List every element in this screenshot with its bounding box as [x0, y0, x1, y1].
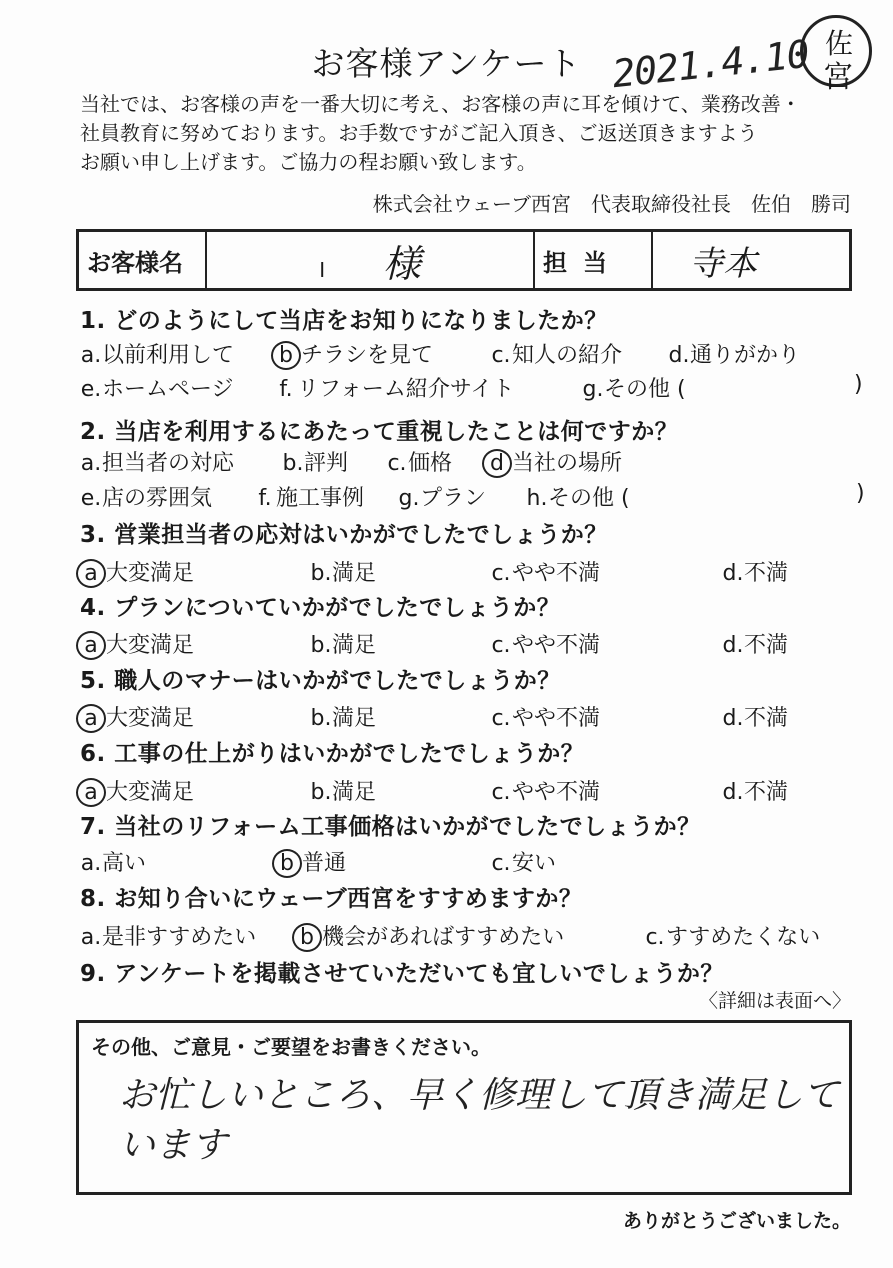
option-label: やや不満 [512, 561, 601, 586]
option-label: ホームページ [102, 377, 234, 402]
option-label: 満足 [332, 633, 377, 658]
option-label: 当社の場所 [512, 451, 623, 476]
option-letter: d [482, 449, 512, 478]
option-label: その他 ( [548, 486, 630, 511]
option-letter: d. [668, 343, 690, 368]
option-label: 安い [512, 851, 557, 876]
option-letter: d. [722, 561, 744, 586]
question-1-options [80, 372, 863, 402]
option-item-selected[interactable] [276, 846, 346, 878]
option-letter: b [271, 341, 301, 370]
option-letter: b [272, 849, 302, 878]
option-item[interactable] [310, 628, 376, 659]
option-item-selected[interactable] [80, 701, 194, 733]
option-item[interactable] [722, 701, 788, 732]
question-2-options [80, 446, 850, 476]
option-letter: a [76, 559, 106, 588]
question-5-options [80, 701, 850, 731]
customer-initial: I [319, 257, 326, 282]
question-4: 4. プランについていかがでしたでしょうか？ [80, 595, 561, 621]
option-label: 大変満足 [106, 780, 195, 805]
option-letter: b. [310, 780, 332, 805]
option-letter: e. [80, 377, 102, 402]
option-letter: c. [491, 851, 511, 876]
option-letter: b. [310, 706, 332, 731]
intro-line: お願い申し上げます。ご協力の程お願い致します。 [80, 150, 537, 174]
option-label: 満足 [332, 706, 377, 731]
option-label: 満足 [332, 780, 377, 805]
option-item[interactable] [282, 446, 348, 477]
question-1: 1. どのようにして当店をお知りになりましたか？ [80, 308, 608, 334]
option-item[interactable] [644, 920, 820, 951]
customer-name-label: お客様名 [78, 231, 207, 290]
option-label: 普通 [302, 851, 347, 876]
option-item[interactable] [490, 556, 600, 587]
option-item[interactable] [582, 372, 686, 403]
option-letter: a. [80, 925, 102, 950]
staff-name-field[interactable]: 寺本 [652, 231, 851, 290]
option-item[interactable] [526, 481, 630, 512]
option-item[interactable] [490, 846, 556, 877]
option-letter: c. [491, 561, 511, 586]
option-label: 高い [102, 851, 147, 876]
option-item-selected[interactable] [80, 556, 194, 588]
option-label: 不満 [744, 706, 789, 731]
option-label: 価格 [408, 451, 453, 476]
option-letter: c. [491, 343, 511, 368]
option-item-selected[interactable] [275, 338, 433, 370]
question-9: 9. アンケートを掲載させていただいても宜しいでしょうか？ [80, 961, 724, 987]
customer-info-table [76, 229, 852, 291]
option-letter: c. [645, 925, 665, 950]
customer-name-field[interactable] [206, 231, 534, 290]
option-item[interactable] [490, 628, 600, 659]
option-item[interactable] [80, 338, 234, 369]
option-label: 店の雰囲気 [102, 486, 213, 511]
option-letter: c. [387, 451, 407, 476]
option-item-selected[interactable] [296, 920, 564, 952]
option-label: プラン [420, 486, 487, 511]
option-label: 通りがかり [690, 343, 801, 368]
question-6: 6. 工事の仕上がりはいかがでしたでしょうか？ [80, 741, 585, 767]
question-7: 7. 当社のリフォーム工事価格はいかがでしたでしょうか？ [80, 814, 701, 840]
seal-stamp [800, 15, 872, 95]
option-label: 是非すすめたい [102, 925, 257, 950]
thanks-text: ありがとうございました。 [622, 1210, 851, 1232]
question-1-options [80, 338, 850, 368]
comment-box[interactable] [76, 1020, 852, 1195]
option-letter: e. [80, 486, 102, 511]
comment-label: その他、ご意見・ご要望をお書きください。 [91, 1035, 491, 1059]
option-label: 不満 [744, 633, 789, 658]
option-letter: f. [258, 486, 272, 511]
option-letter: a [76, 704, 106, 733]
option-letter: b. [310, 561, 332, 586]
option-letter: a [76, 631, 106, 660]
option-item[interactable] [254, 481, 364, 512]
option-label: 大変満足 [106, 706, 195, 731]
option-letter: a. [80, 343, 102, 368]
option-letter: f. [279, 377, 293, 402]
option-letter: a [76, 778, 106, 807]
stamp-char-top: 佐 [825, 27, 854, 60]
detail-note: 〈詳細は表面へ〉 [698, 990, 851, 1012]
option-label: やや不満 [512, 706, 601, 731]
company-signature: 株式会社ウェーブ西宮 代表取締役社長 佐伯 勝司 [372, 192, 851, 216]
option-item-selected[interactable] [80, 628, 194, 660]
option-label: チラシを見て [301, 343, 434, 368]
question-2-options [80, 481, 865, 511]
option-label: リフォーム紹介サイト [297, 377, 515, 402]
option-item[interactable] [834, 481, 865, 506]
option-letter: a. [80, 851, 102, 876]
stamp-char-bottom: 宮 [823, 60, 853, 95]
option-label: その他 ( [604, 377, 686, 402]
option-letter: g. [582, 377, 604, 402]
option-item[interactable] [668, 338, 800, 369]
option-letter: d. [722, 633, 744, 658]
option-label: 知人の紹介 [512, 343, 623, 368]
intro-line: 社員教育に努めております。お手数ですがご記入頂き、ご返送頂きますよう [80, 121, 758, 145]
option-label: 不満 [744, 561, 789, 586]
question-3: 3. 営業担当者の応対はいかがでしたでしょうか？ [80, 522, 608, 548]
option-item[interactable] [722, 775, 788, 806]
option-letter: c. [491, 780, 511, 805]
option-item[interactable] [310, 701, 376, 732]
option-item[interactable] [490, 775, 600, 806]
intro-line: 当社では、お客様の声を一番大切に考え、お客様の声に耳を傾けて、業務改善・ [80, 92, 801, 116]
question-3-options [80, 556, 850, 586]
option-item[interactable] [386, 446, 452, 477]
option-label: 不満 [744, 780, 789, 805]
staff-label: 担当 [534, 231, 652, 290]
option-item[interactable] [722, 628, 788, 659]
option-label: 大変満足 [106, 561, 195, 586]
option-item[interactable] [80, 481, 212, 512]
option-label: 評判 [304, 451, 349, 476]
question-2: 2. 当店を利用するにあたって重視したことは何ですか？ [80, 419, 679, 445]
option-letter: b. [310, 633, 332, 658]
question-4-options [80, 628, 850, 658]
option-item[interactable] [490, 701, 600, 732]
option-item-selected[interactable] [486, 446, 622, 478]
question-8-options [80, 920, 850, 950]
option-item[interactable] [310, 556, 376, 587]
option-letter: c. [491, 633, 511, 658]
question-7-options [80, 846, 850, 876]
option-letter: b [292, 923, 322, 952]
option-label: 以前利用して [102, 343, 235, 368]
option-letter: g. [398, 486, 420, 511]
option-item[interactable] [398, 481, 486, 512]
option-letter: d. [722, 706, 744, 731]
page-title: お客様アンケート [311, 44, 582, 83]
question-8: 8. お知り合いにウェーブ西宮をすすめますか？ [80, 886, 583, 912]
option-item[interactable] [80, 846, 146, 877]
option-label: ) [854, 372, 863, 397]
option-letter: d. [722, 780, 744, 805]
customer-honorific: 様 [382, 241, 421, 286]
option-label: ) [856, 481, 865, 506]
option-item[interactable] [80, 446, 234, 477]
option-item[interactable] [722, 556, 788, 587]
question-5: 5. 職人のマナーはいかがでしたでしょうか？ [80, 668, 561, 694]
option-label: すすめたくない [666, 925, 821, 950]
intro-text [80, 90, 801, 177]
option-label: 担当者の対応 [102, 451, 235, 476]
question-6-options [80, 775, 850, 805]
option-item[interactable] [275, 372, 514, 403]
option-label: やや不満 [512, 780, 601, 805]
option-item-selected[interactable] [80, 775, 194, 807]
option-item[interactable] [832, 372, 863, 397]
option-label: 機会があればすすめたい [322, 925, 565, 950]
option-letter: a. [80, 451, 102, 476]
option-label: やや不満 [512, 633, 601, 658]
handwritten-date: 2021.4.10 [610, 31, 811, 97]
option-item[interactable] [80, 372, 234, 403]
option-label: 施工事例 [276, 486, 365, 511]
option-label: 大変満足 [106, 633, 195, 658]
option-letter: h. [526, 486, 548, 511]
option-item[interactable] [80, 920, 256, 951]
option-label: 満足 [332, 561, 377, 586]
option-letter: b. [282, 451, 304, 476]
option-letter: c. [491, 706, 511, 731]
comment-handwritten: お忙しいところ、早く修理して頂き満足しています [119, 1075, 840, 1166]
option-item[interactable] [490, 338, 622, 369]
option-item[interactable] [310, 775, 376, 806]
